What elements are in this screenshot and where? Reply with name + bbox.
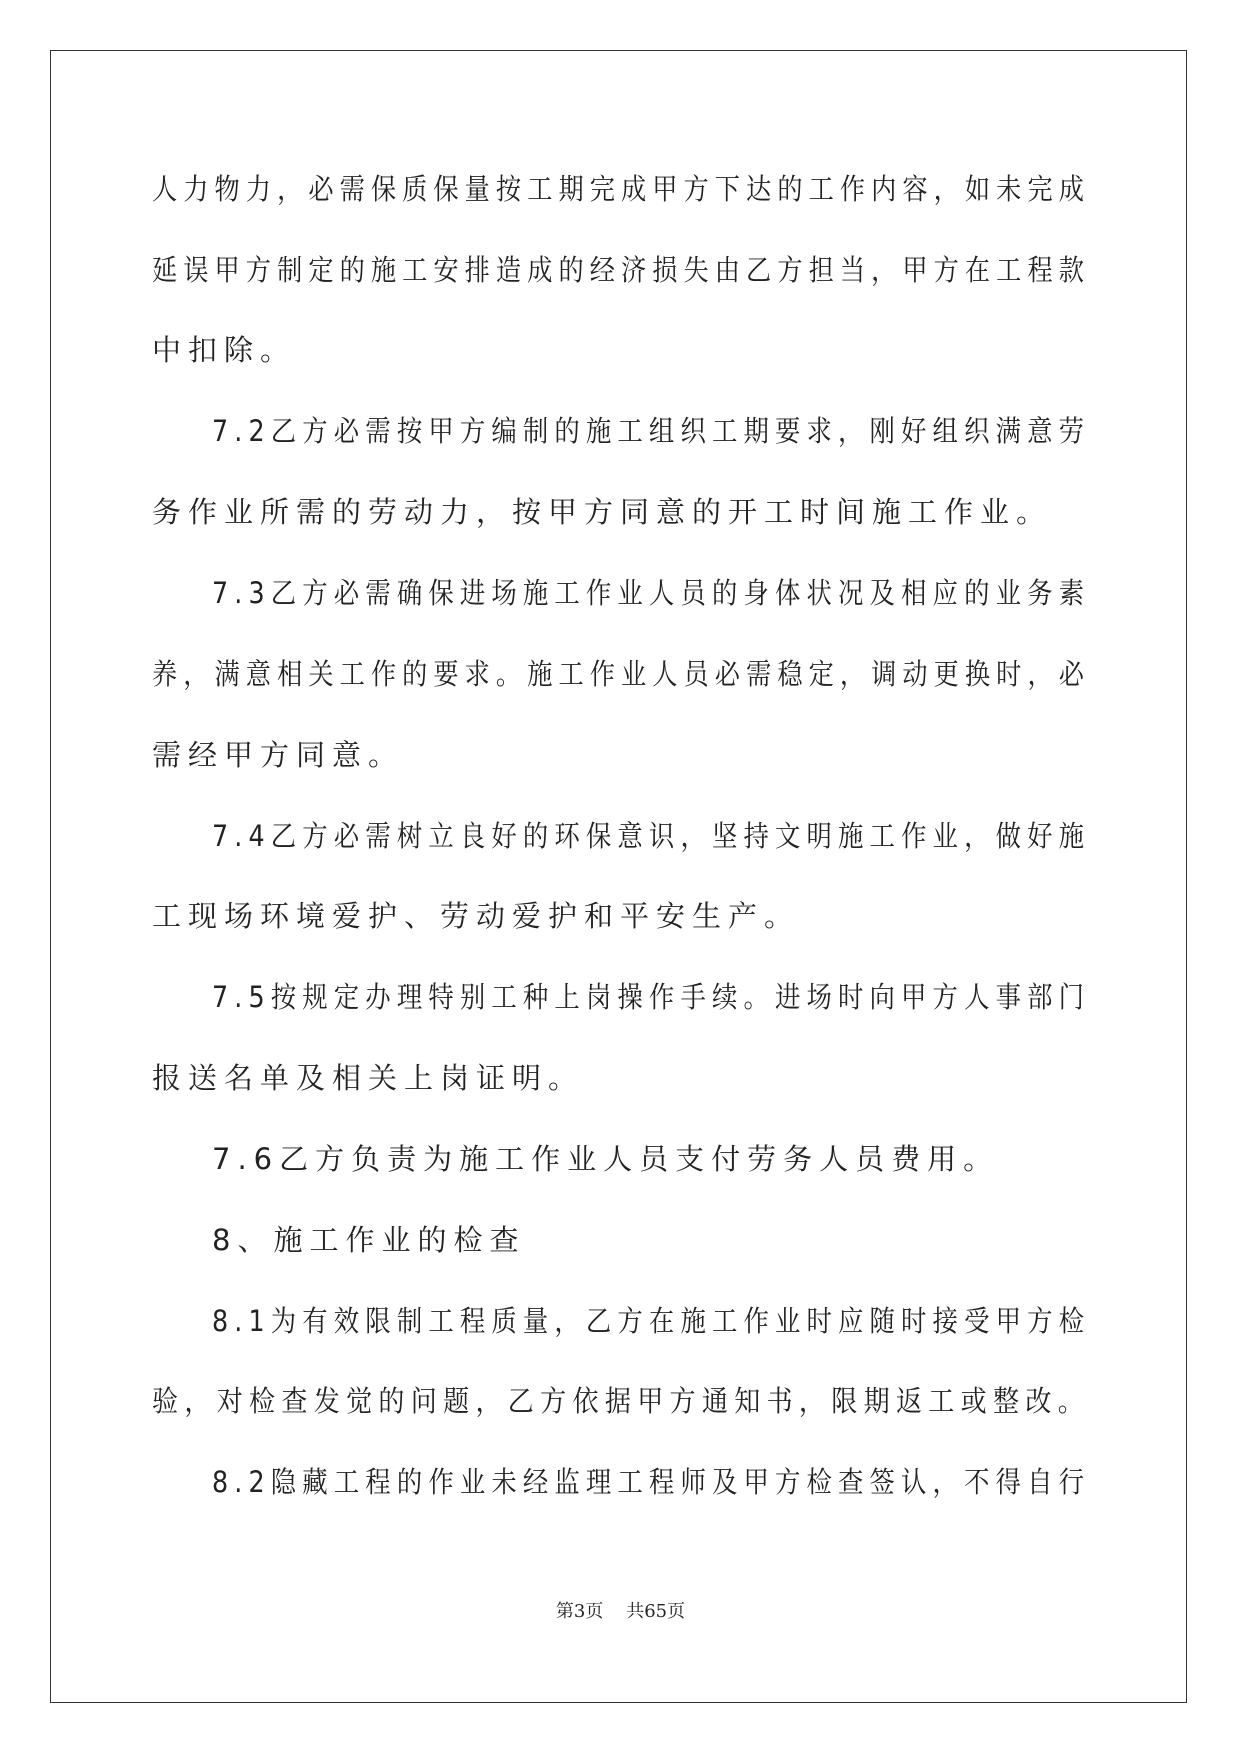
section-heading: 8、施工作业的检查 bbox=[212, 1223, 526, 1257]
paragraph-first-line: 7.4乙方必需树立良好的环保意识，坚持文明施工作业，做好施 bbox=[212, 819, 1091, 853]
text-line: 人力物力，必需保质保量按工期完成甲方下达的工作内容，如未完成 bbox=[152, 172, 1090, 206]
paragraph-first-line: 8.1为有效限制工程质量，乙方在施工作业时应随时接受甲方检 bbox=[212, 1304, 1091, 1338]
page-number-footer: 第3页 共65页 bbox=[555, 1601, 686, 1622]
paragraph-first-line: 7.3乙方必需确保进场施工作业人员的身体状况及相应的业务素 bbox=[212, 576, 1091, 610]
text-line: 需经甲方同意。 bbox=[152, 738, 405, 772]
paragraph-first-line: 7.6乙方负责为施工作业人员支付劳务人员费用。 bbox=[212, 1142, 1000, 1176]
paragraph-first-line: 7.2乙方必需按甲方编制的施工组织工期要求，刚好组织满意劳 bbox=[212, 414, 1091, 448]
text-line: 务作业所需的劳动力，按甲方同意的开工时间施工作业。 bbox=[152, 495, 1053, 529]
text-line: 工现场环境爱护、劳动爱护和平安生产。 bbox=[152, 899, 801, 933]
text-line: 延误甲方制定的施工安排造成的经济损失由乙方担当，甲方在工程款 bbox=[152, 253, 1090, 287]
paragraph-first-line: 8.2隐藏工程的作业未经监理工程师及甲方检查签认，不得自行 bbox=[212, 1465, 1091, 1499]
text-line: 养，满意相关工作的要求。施工作业人员必需稳定，调动更换时，必 bbox=[152, 657, 1090, 691]
text-line: 报送名单及相关上岗证明。 bbox=[152, 1061, 585, 1095]
paragraph-first-line: 7.5按规定办理特别工种上岗操作手续。进场时向甲方人事部门 bbox=[212, 980, 1091, 1014]
page-border bbox=[50, 50, 1187, 1703]
text-line: 验，对检查发觉的问题，乙方依据甲方通知书，限期返工或整改。 bbox=[152, 1384, 1091, 1418]
text-line: 中扣除。 bbox=[152, 333, 297, 367]
